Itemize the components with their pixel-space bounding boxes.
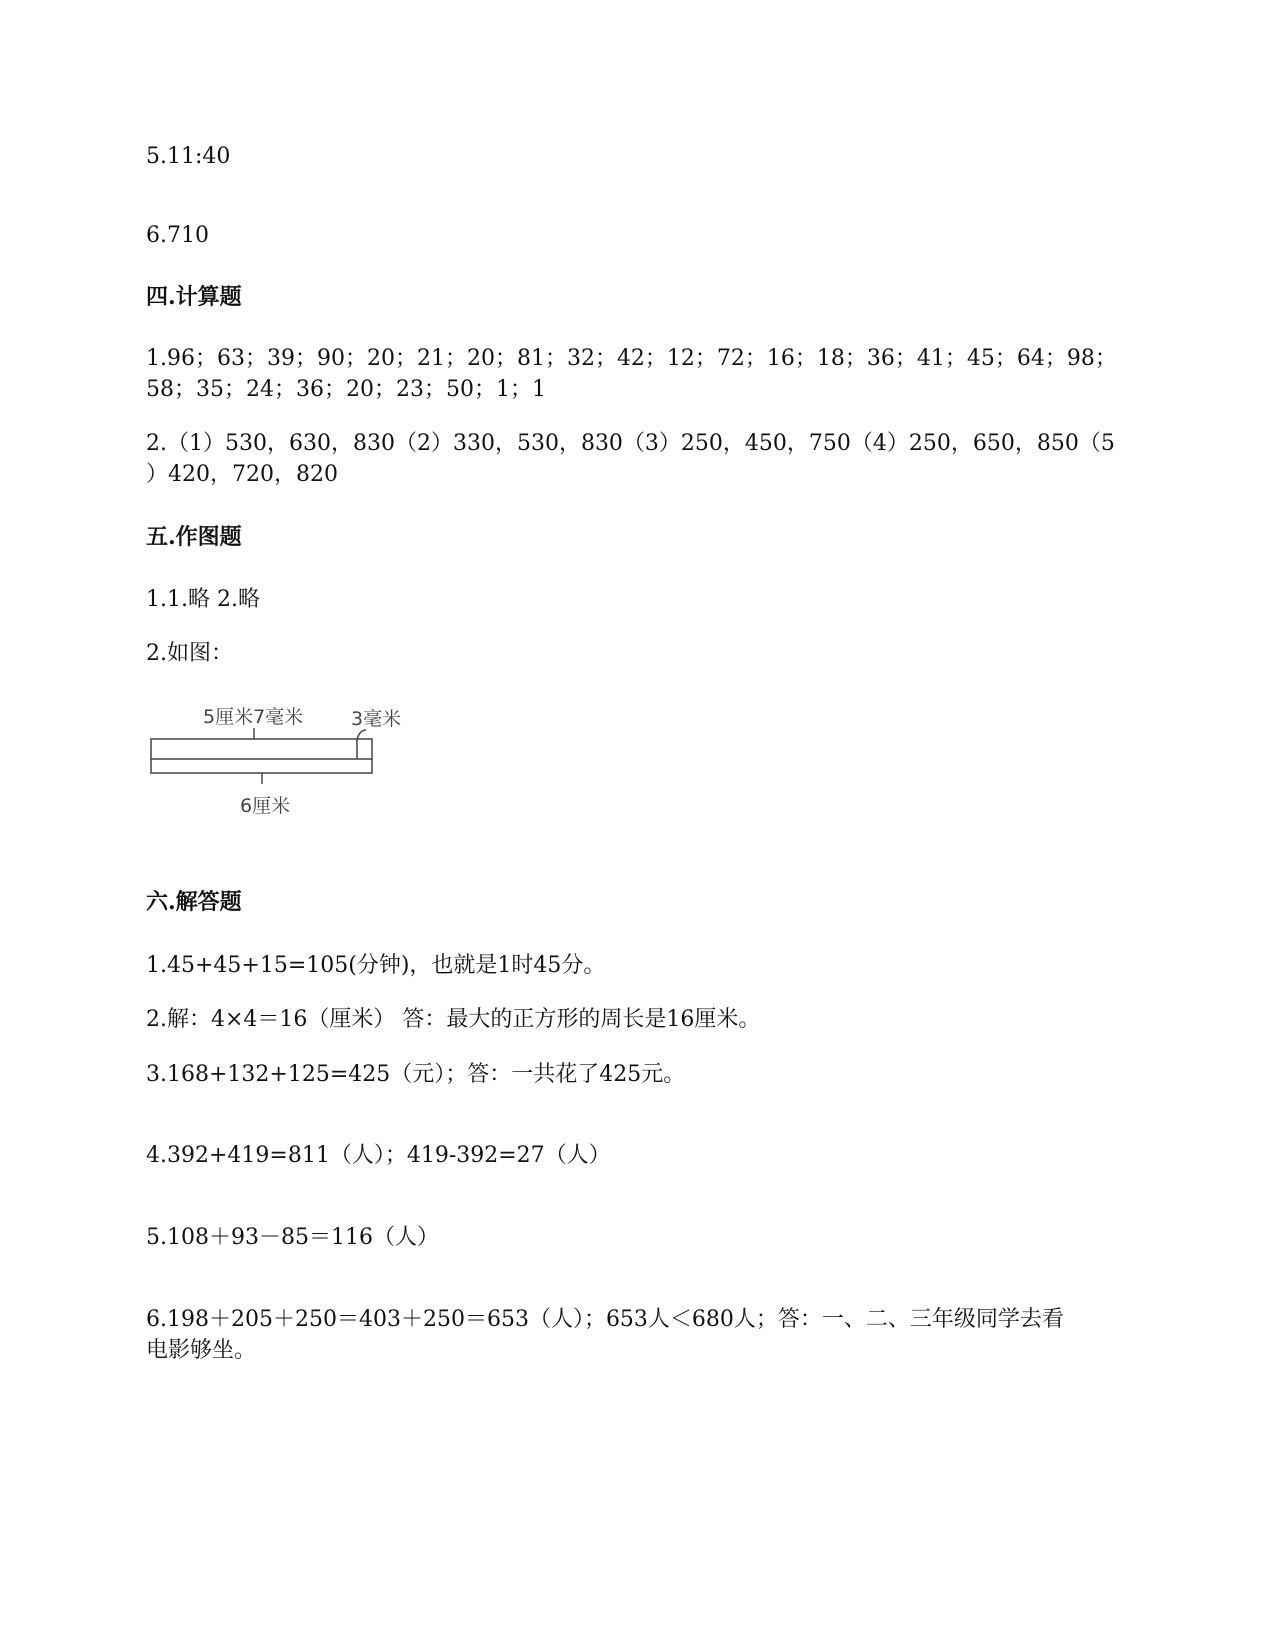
- answer-5: 5.11:40: [146, 144, 231, 169]
- section-5-title: 五.作图题: [146, 524, 242, 550]
- solve-q2: 2.解：4×4＝16（厘米） 答：最大的正方形的周长是16厘米。: [146, 1007, 761, 1032]
- calc-q1-line1: 1.96；63；39；90；20；21；20；81；32；42；12；72；16；18；36；41；45；64；98；: [146, 346, 1117, 371]
- solve-q4: 4.392+419=811（人）；419-392=27（人）: [146, 1143, 611, 1168]
- draw-q2: 2.如图：: [146, 641, 233, 666]
- solve-q5: 5.108＋93－85＝116（人）: [146, 1225, 439, 1250]
- calc-q2-line2: ）420，720，820: [146, 462, 338, 487]
- label-6cm: 6厘米: [240, 795, 291, 817]
- answer-6: 6.710: [146, 223, 209, 248]
- small-brace: [357, 730, 366, 739]
- segment-diagram: [148, 698, 418, 823]
- segment-bar: [151, 739, 372, 759]
- segment-figure: [148, 698, 418, 823]
- section-6-title: 六.解答题: [146, 889, 242, 915]
- section-4-title: 四.计算题: [146, 284, 242, 310]
- bottom-brace: [151, 759, 372, 773]
- solve-q1: 1.45+45+15=105(分钟)，也就是1时45分。: [146, 953, 606, 978]
- label-5cm7mm: 5厘米7毫米: [203, 706, 304, 728]
- calc-q1-line2: 58；35；24；36；20；23；50；1；1: [146, 377, 546, 402]
- solve-q3: 3.168+132+125=425（元）；答：一共花了425元。: [146, 1062, 686, 1087]
- calc-q2-line1: 2.（1）530，630，830（2）330，530，830（3）250，450，750（4）250，650，850（5: [146, 431, 1115, 456]
- label-3mm: 3毫米: [351, 708, 402, 730]
- draw-q1: 1.1.略 2.略: [146, 587, 260, 612]
- solve-q6-line2: 电影够坐。: [146, 1338, 257, 1363]
- solve-q6-line1: 6.198＋205＋250＝403＋250＝653（人）；653人＜680人；答：一、二、三年级同学去看: [146, 1307, 1064, 1332]
